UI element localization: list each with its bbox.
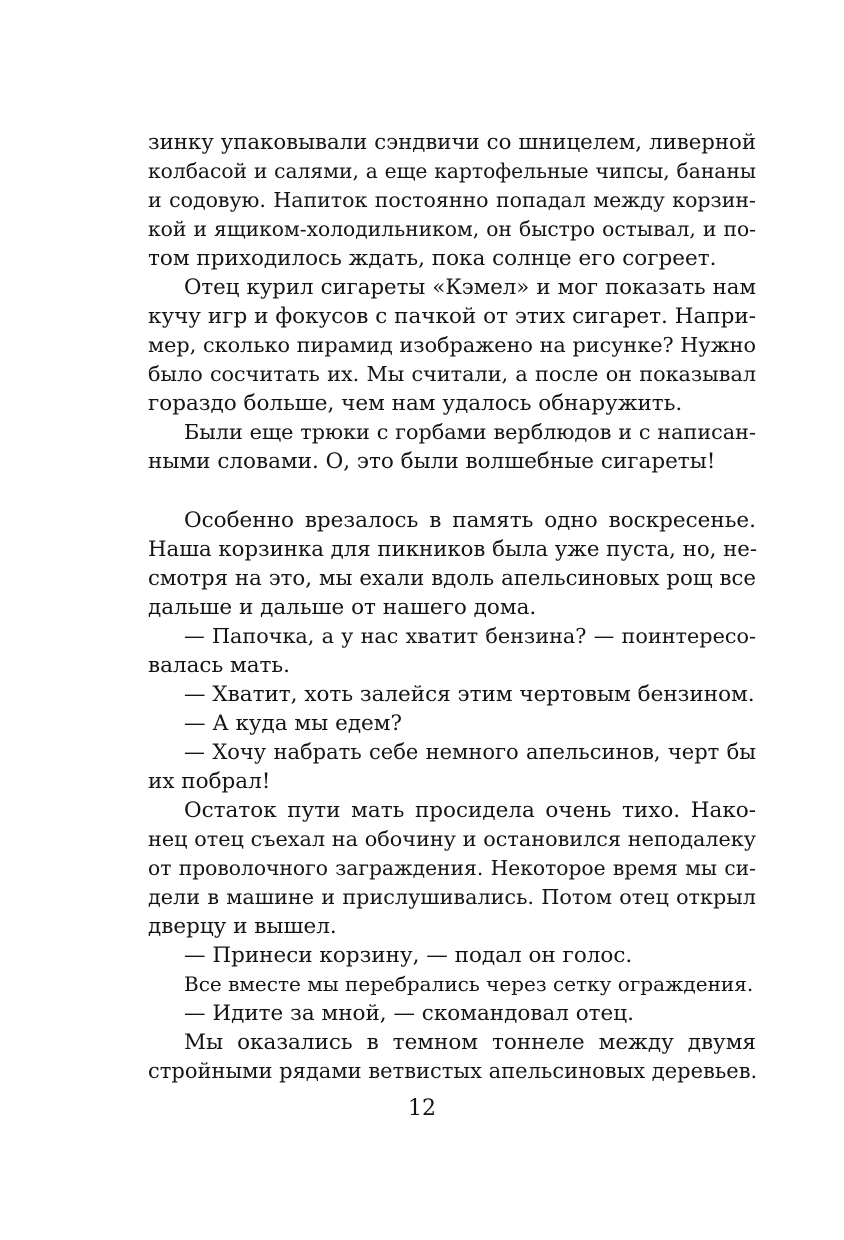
text-line: их побрал! [148,769,271,794]
text-block-upper [148,128,756,476]
text-line: гораздо больше, чем нам удалось обнаружить. [148,391,683,416]
text-line: нец отец съехал на обочину и остановился неподалеку [148,827,756,851]
text-block-lower [148,506,756,1086]
text-line: — Папочка, а у нас хватит бензина? — поинтересо- [184,624,756,648]
text-line: Наша корзинка для пикников была уже пуста, но, не- [148,537,758,562]
text-line: Особенно врезалось в память одно воскресенье. [184,508,756,533]
text-line: кучу игр и фокусов с пачкой от этих сигарет. Напри- [148,304,756,329]
text-line: зинку упаковывали сэндвичи со шницелем, ливерной [148,130,756,155]
text-line: — Принеси корзину, — подал он голос. [184,943,633,968]
text-line: дальше и дальше от нашего дома. [148,595,537,620]
text-line: кой и ящиком-холодильником, он быстро остывал, и по- [148,217,756,241]
page-number: 12 [408,1096,436,1121]
text-line: Все вместе мы перебрались через сетку ограждения. [184,972,754,996]
text-line: том приходилось ждать, пока солнце его согреет. [148,246,717,271]
text-line: колбасой и салями, а еще картофельные чипсы, бананы [148,159,756,183]
text-line: от проволочного заграждения. Некоторое время мы си- [148,856,756,880]
text-line: Остаток пути мать просидела очень тихо. Нако- [184,798,756,823]
text-line: мер, сколько пирамид изображено на рисунке? Нужно [148,333,756,357]
text-line: Отец курил сигареты «Кэмел» и мог показать нам [184,275,756,300]
text-line: смотря на это, мы ехали вдоль апельсиновых рощ все [148,566,756,591]
text-line: валась мать. [148,653,290,678]
text-line: Были еще трюки с горбами верблюдов и с написан- [184,420,756,444]
text-line: Мы оказались в темном тоннеле между двумя [184,1030,756,1055]
text-line: — Идите за мной, — скомандовал отец. [184,1001,634,1026]
text-line: было сосчитать их. Мы считали, а после он показывал [148,362,756,386]
text-line: дверцу и вышел. [148,914,337,939]
text-line: стройными рядами ветвистых апельсиновых деревьев. [148,1059,758,1083]
text-line: — А куда мы едем? [184,711,403,736]
text-line: — Хочу набрать себе немного апельсинов, черт бы [184,740,756,764]
text-line: дели в машине и прислушивались. Потом отец открыл [148,885,756,909]
text-line: ными словами. О, это были волшебные сигареты! [148,449,716,474]
text-line: и содовую. Напиток постоянно попадал между корзин- [148,188,756,212]
text-line: — Хватит, хоть залейся этим чертовым бензином. [184,682,755,707]
